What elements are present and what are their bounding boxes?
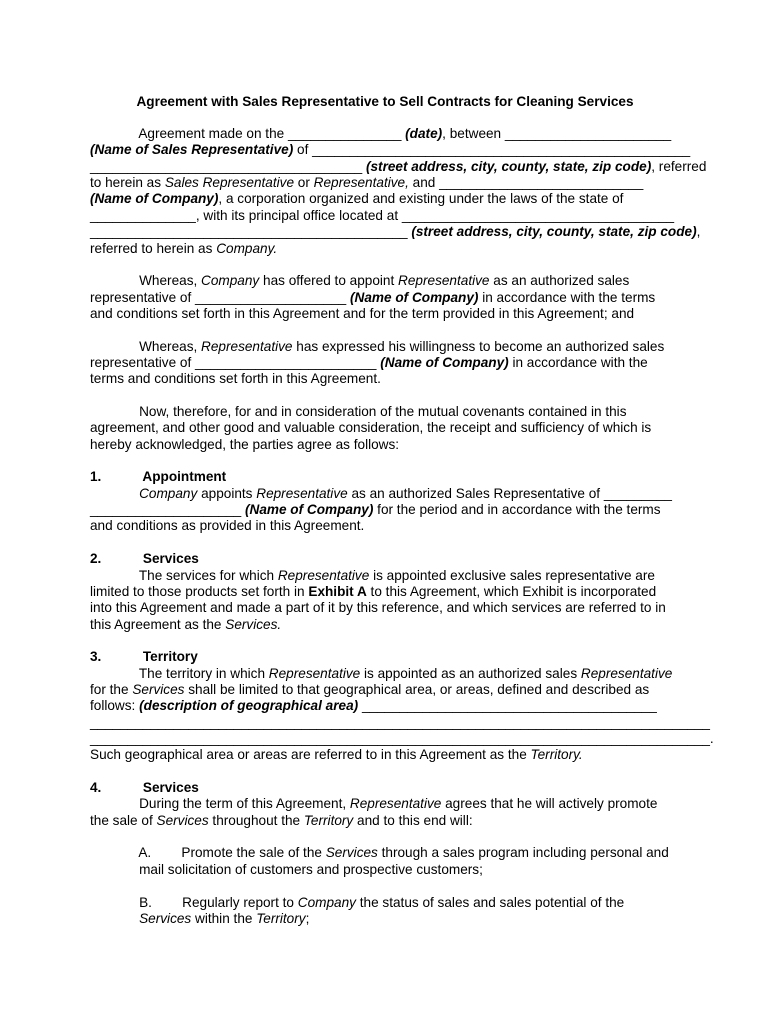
text-run: Company.: [216, 240, 278, 256]
text-run: Representative: [398, 273, 490, 289]
document-line: [90, 191, 623, 207]
text-run: Now, therefore, for and in consideration of the mutual covenants contained in this: [90, 404, 627, 419]
document-line: [90, 551, 199, 567]
text-run: Services: [142, 551, 199, 567]
text-run: representative of ________________________: [90, 354, 381, 370]
text-run: A. Promote the sale of the: [90, 845, 326, 861]
text-run: Sales Representative: [164, 175, 295, 191]
document-line: [90, 404, 627, 420]
document-line: [90, 747, 583, 763]
document-line: [90, 568, 655, 584]
text-run: Services: [142, 780, 199, 795]
text-run: Company: [139, 485, 198, 501]
document-line: [90, 862, 483, 878]
text-run: agreement, and other good and valuable consideration, the receipt and sufficiency of which is: [90, 420, 652, 436]
document-line: [90, 682, 649, 698]
text-run: agrees that he will actively promote: [441, 796, 658, 812]
document-line: [90, 845, 669, 861]
document-line: [90, 420, 651, 436]
text-run: and conditions set forth in this Agreement and for the term provided in this Agreement; and: [90, 305, 635, 321]
text-run: Appointment: [142, 469, 227, 485]
document-line: [90, 290, 655, 306]
document-line: [90, 895, 624, 911]
text-run: Whereas,: [90, 273, 202, 289]
text-run: as an authorized Sales Representative of _________: [347, 485, 672, 501]
text-run: (street address, city, county, state, zip code): [365, 158, 652, 174]
text-run: Services: [132, 681, 185, 697]
document-line: [90, 698, 657, 714]
document-title: Agreement with Sales Representative to Sell Contracts for Cleaning Services: [136, 94, 634, 109]
document-line: [90, 208, 674, 224]
text-run: is appointed as an authorized sales: [360, 665, 581, 681]
text-run: terms and conditions set forth in this Agreement.: [90, 371, 381, 387]
text-run: mail solicitation of customers and prospective customers;: [90, 861, 483, 877]
document-line: [90, 142, 690, 158]
text-run: is appointed exclusive sales representative are: [369, 567, 655, 583]
document-line: [90, 355, 648, 371]
text-run: ,: [696, 224, 701, 240]
text-run: as an authorized sales: [489, 273, 630, 289]
text-run: into this Agreement and made a part of it by this reference, and which services are referred to in: [90, 600, 666, 616]
document-line: [90, 666, 672, 682]
text-run: Representative: [277, 567, 370, 583]
document-line: [90, 224, 700, 240]
document-line: [90, 649, 198, 665]
text-run: , between ______________________: [442, 126, 672, 141]
text-run: throughout the: [208, 812, 304, 828]
text-run: __________________________________________: [90, 224, 412, 240]
document-line: [90, 273, 629, 289]
text-run: (Name of Company): [244, 502, 374, 518]
text-run: limited to those products set forth in: [90, 583, 309, 599]
document-line: [90, 241, 277, 257]
text-run: and to this end will:: [353, 812, 473, 828]
text-run: 3.: [90, 649, 143, 665]
text-run: Territory.: [530, 747, 583, 763]
text-run: follows:: [90, 698, 140, 714]
text-run: has expressed his willingness to become an authorized sales: [292, 338, 665, 354]
text-run: (Name of Company): [380, 354, 509, 370]
document-line: [90, 437, 399, 453]
document-line: [90, 813, 473, 829]
text-run: Services: [139, 910, 192, 926]
text-run: Representative: [201, 338, 293, 354]
text-run: Territory: [256, 910, 306, 926]
text-run: referred to herein as: [90, 240, 217, 256]
document-line: [90, 715, 710, 731]
text-run: Representative: [268, 665, 361, 681]
text-run: for the: [90, 681, 133, 697]
document-line: [90, 469, 226, 485]
text-run: 4.: [90, 780, 143, 795]
text-run: B. Regularly report to: [90, 894, 298, 910]
document-line: [90, 126, 671, 142]
text-run: Representative,: [313, 175, 409, 191]
document-line: [90, 911, 309, 927]
text-run: __________________________________________________________________________________.: [90, 731, 714, 746]
text-run: During the term of this Agreement,: [90, 796, 350, 812]
text-run: ;: [305, 910, 310, 926]
text-run: (Name of Sales Representative): [90, 142, 294, 158]
text-run: Services: [325, 845, 378, 861]
document-line: [90, 617, 281, 633]
text-run: [90, 911, 139, 926]
document-line: [90, 502, 661, 518]
text-run: to this Agreement, which Exhibit is incorporated: [366, 583, 657, 599]
text-run: Services: [156, 812, 209, 828]
text-run: (description of geographical area): [139, 698, 359, 714]
text-run: , referred: [651, 158, 707, 174]
text-run: the status of sales and sales potential of the: [355, 894, 625, 910]
text-run: for the period and in accordance with the terms: [373, 502, 661, 518]
text-run: Company: [297, 894, 356, 910]
text-run: Representative: [580, 665, 673, 681]
text-run: Territory: [142, 649, 198, 665]
text-run: ____________________________________: [90, 158, 366, 174]
text-run: Representative: [349, 796, 442, 812]
text-run: 1.: [90, 469, 143, 485]
text-run: within the: [191, 910, 257, 926]
text-run: 2.: [90, 551, 143, 567]
text-run: representative of ____________________: [90, 289, 351, 305]
text-run: has offered to appoint: [259, 273, 399, 289]
text-run: appoints: [197, 485, 257, 501]
text-run: to herein as: [90, 175, 165, 191]
document-line: [90, 159, 706, 175]
text-run: in accordance with the terms: [478, 289, 656, 305]
text-run: through a sales program including personal and: [377, 845, 669, 861]
text-run: this Agreement as the: [90, 616, 226, 632]
text-run: , a corporation organized and existing under the laws of the state of: [218, 191, 624, 207]
text-run: Territory: [303, 812, 354, 828]
text-run: Services.: [225, 616, 282, 632]
text-run: and conditions as provided in this Agreement.: [90, 518, 365, 534]
text-run: (Name of Company): [350, 289, 479, 305]
text-run: the sale of: [90, 812, 157, 828]
document-line: [90, 371, 381, 387]
document-line: [90, 731, 714, 747]
text-run: Company: [201, 273, 260, 289]
text-run: Such geographical area or areas are referred to in this Agreement as the: [90, 747, 531, 763]
document-line: [90, 600, 666, 616]
document-line: [90, 175, 643, 191]
text-run: (Name of Company): [90, 191, 219, 207]
text-run: or: [294, 175, 314, 191]
text-run: The services for which: [90, 567, 278, 583]
text-run: of __________________________________________________: [293, 142, 691, 158]
text-run: (street address, city, county, state, zip code): [411, 224, 697, 240]
text-run: ______________, with its principal office located at ____________________________________: [90, 207, 675, 223]
text-run: ____________________: [90, 502, 245, 518]
text-run: (date): [405, 126, 443, 141]
document-line: [90, 780, 199, 796]
document-line: [90, 584, 656, 600]
document-line: [90, 339, 664, 355]
text-run: The territory in which: [90, 665, 269, 681]
text-run: _______________________________________: [358, 698, 657, 714]
text-run: [90, 486, 139, 501]
text-run: Agreement made on the _______________: [90, 126, 406, 141]
text-run: Representative: [256, 485, 348, 501]
document-line: [90, 306, 634, 322]
text-run: Exhibit A: [308, 583, 367, 599]
text-run: __________________________________________________________________________________: [90, 714, 710, 730]
text-run: shall be limited to that geographical area, or areas, defined and described as: [184, 681, 650, 697]
text-run: in accordance with the: [508, 354, 648, 370]
document-line: [90, 796, 657, 812]
document-line: [90, 518, 364, 534]
text-run: and ___________________________: [408, 175, 644, 191]
text-run: Whereas,: [90, 338, 202, 354]
document-line: [90, 486, 672, 502]
text-run: hereby acknowledged, the parties agree as follows:: [90, 436, 400, 452]
